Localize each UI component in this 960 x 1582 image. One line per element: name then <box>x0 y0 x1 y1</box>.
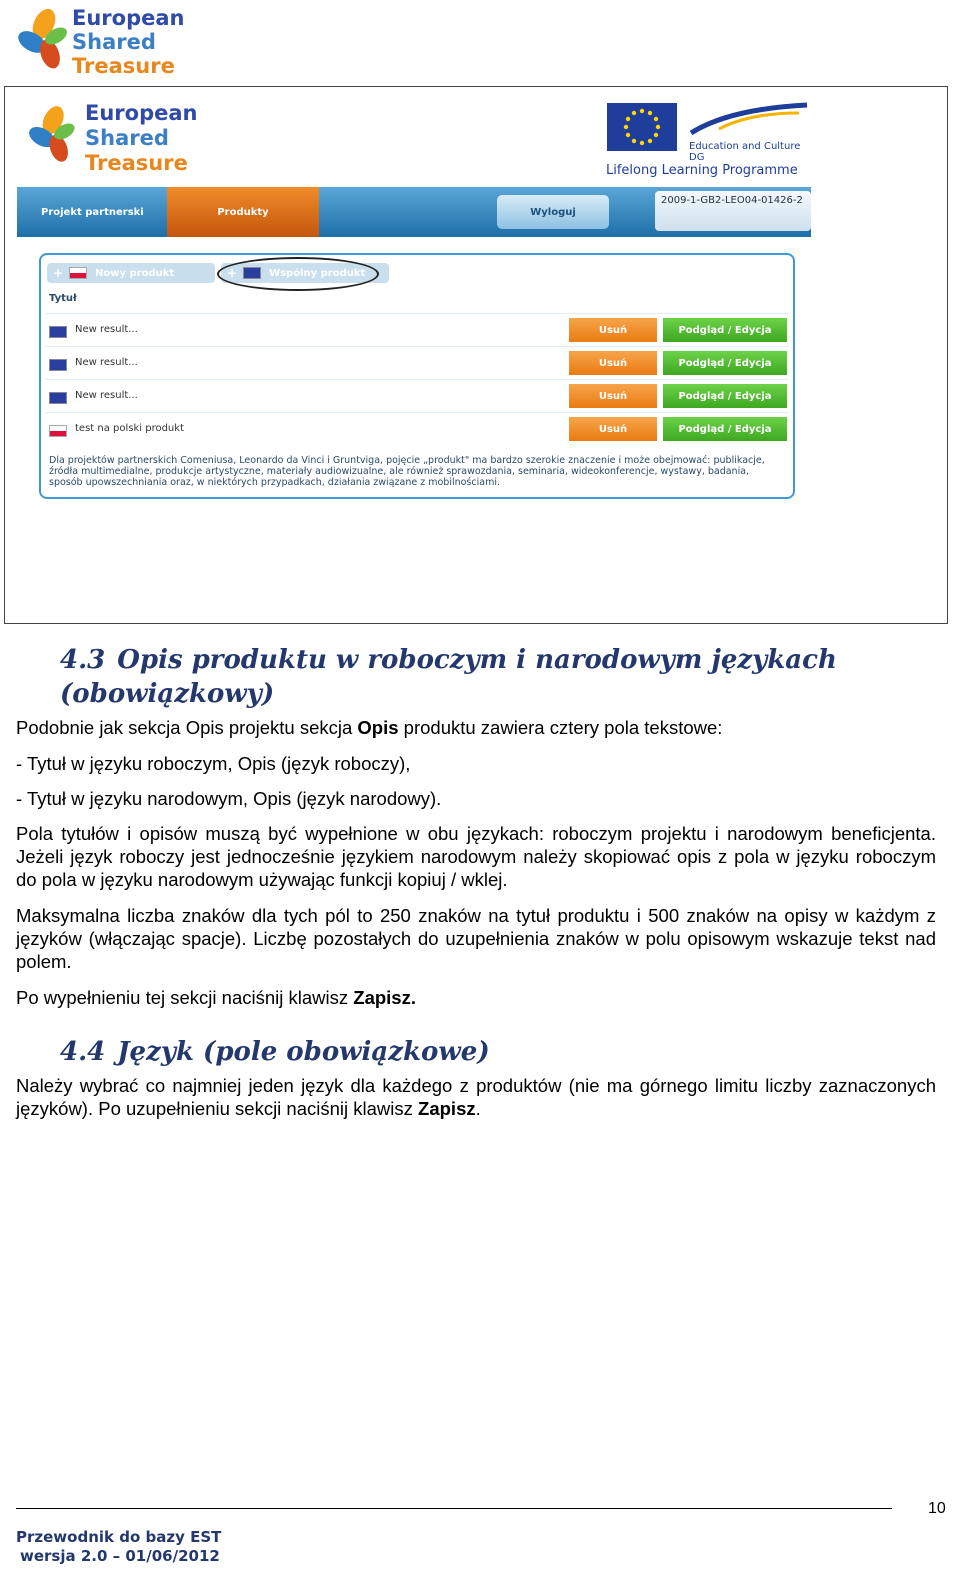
table-row <box>45 379 789 412</box>
llp-swoosh-icon <box>689 99 809 139</box>
eu-banner <box>605 97 815 185</box>
row-title: New result... <box>75 390 138 401</box>
logo-line-1: European <box>72 6 185 30</box>
new-product-tab[interactable] <box>47 263 215 283</box>
paragraph-1: Pola tytułów i opisów muszą być wypełnione w obu językach: roboczym projektu i narodowym beneficjenta. Jeżeli język roboczy jest jednocześnie językiem narodowym należy skopiować opis z pola w języku roboczym do pola w języku narodowym używając funkcji kopiuj / wklej. <box>16 823 936 890</box>
delete-button[interactable]: Usuń <box>569 384 657 408</box>
row-title: New result... <box>75 324 138 335</box>
title-column-header: Tytuł <box>49 293 77 304</box>
paragraph-3-text: Po wypełnieniu tej sekcji naciśnij klawisz <box>16 987 354 1008</box>
delete-button[interactable]: Usuń <box>569 417 657 441</box>
eu-flag-icon <box>607 103 677 151</box>
preview-edit-button[interactable]: Podgląd / Edycja <box>663 351 787 375</box>
logo-line-3: Treasure <box>72 54 175 78</box>
paragraph-2: Maksymalna liczba znaków dla tych pól to 250 znaków na tytuł produktu i 500 znaków na opisy w każdym z języków (włączając spacje). Liczbę pozostałych do uzupełnienia znaków w polu opisowym wskazuje tekst nad polem. <box>16 905 936 972</box>
save-keyword: Zapisz. <box>353 987 416 1008</box>
polish-flag-icon <box>49 425 67 437</box>
nav-bar <box>17 187 811 237</box>
app-logo <box>27 99 197 179</box>
tab-products[interactable]: Produkty <box>167 187 319 237</box>
llp-caption: Lifelong Learning Programme <box>606 163 798 178</box>
eu-flag-icon <box>49 392 67 404</box>
eu-caption: Education and Culture DG <box>689 141 801 163</box>
language-text-end: . <box>475 1098 481 1119</box>
footer-guide <box>16 1528 221 1566</box>
tab-partner-projects[interactable]: Projekt partnerski <box>41 206 144 218</box>
app-logo-line-2: Shared <box>85 126 169 150</box>
section-number: 4.4 <box>60 1037 106 1067</box>
row-title: test na polski produkt <box>75 423 184 434</box>
leaf-logo-icon <box>27 99 83 177</box>
delete-button[interactable]: Usuń <box>569 351 657 375</box>
delete-button[interactable]: Usuń <box>569 318 657 342</box>
new-product-label: Nowy produkt <box>95 267 175 279</box>
polish-flag-icon <box>69 267 87 279</box>
language-text: Należy wybrać co najmniej jeden język dla każdego z produktów (nie ma górnego limitu liczby zaznaczonych języków). Po uzupełnieniu sekcji naciśnij klawisz <box>16 1075 936 1119</box>
document-logo <box>16 4 185 80</box>
intro-text-end: produktu zawiera cztery pola tekstowe: <box>398 717 723 738</box>
table-row <box>45 412 789 445</box>
eu-flag-icon <box>49 326 67 338</box>
preview-edit-button[interactable]: Podgląd / Edycja <box>663 417 787 441</box>
section-4-4-heading <box>60 1036 490 1068</box>
guide-version: wersja 2.0 – 01/06/2012 <box>20 1547 220 1565</box>
intro-paragraph <box>16 716 936 739</box>
page-number: 10 <box>928 1500 946 1517</box>
section-number: 4.3 <box>60 645 106 675</box>
eu-flag-icon <box>49 359 67 371</box>
language-paragraph <box>16 1074 936 1120</box>
shared-product-label: Wspólny produkt <box>269 267 366 279</box>
logo-line-2: Shared <box>72 30 156 54</box>
section-title: Język (pole obowiązkowe) <box>117 1037 490 1067</box>
section-title-line-1: Opis produktu w roboczym i narodowym językach <box>117 645 837 675</box>
section-title-line-2: (obowiązkowy) <box>60 679 275 709</box>
app-logo-line-3: Treasure <box>85 151 188 175</box>
products-note: Dla projektów partnerskich Comeniusa, Leonardo da Vinci i Gruntviga, pojęcie „produkt" ma bardzo szerokie znaczenie i może obejmować: publikacje, źródła multimedialne, produkcje artystyczne, materiały audiowizualne, ale również sprawozdania, seminaria, wideokonferencje, wystawy, badania, sposób upowszechniania oraz, w niektórych przypadkach, działania związane z mobilnościami. <box>49 455 765 488</box>
leaf-logo-icon <box>16 6 76 80</box>
app-logo-line-1: European <box>85 101 198 125</box>
footer-rule <box>16 1508 892 1509</box>
section-4-3-heading-cont <box>60 678 274 710</box>
preview-edit-button[interactable]: Podgląd / Edycja <box>663 318 787 342</box>
guide-title: Przewodnik do bazy EST <box>16 1528 222 1546</box>
plus-icon: + <box>53 266 64 280</box>
paragraph-3 <box>16 986 936 1009</box>
bullet-1: - Tytuł w języku roboczym, Opis (język roboczy), <box>16 753 411 774</box>
table-row <box>45 346 789 379</box>
intro-text: Podobnie jak sekcja Opis projektu sekcja <box>16 717 358 738</box>
project-code: 2009-1-GB2-LEO04-01426-2 <box>655 191 811 231</box>
section-4-3-heading <box>60 644 837 676</box>
highlight-oval <box>217 257 379 291</box>
products-panel <box>39 253 795 499</box>
plus-icon: + <box>227 266 238 280</box>
save-keyword: Zapisz <box>418 1098 476 1119</box>
logout-button[interactable]: Wyloguj <box>497 195 609 229</box>
table-row <box>45 313 789 346</box>
embedded-screenshot <box>4 86 948 624</box>
row-title: New result... <box>75 357 138 368</box>
intro-bold: Opis <box>357 717 399 738</box>
bullet-2: - Tytuł w języku narodowym, Opis (język narodowy). <box>16 788 442 809</box>
preview-edit-button[interactable]: Podgląd / Edycja <box>663 384 787 408</box>
